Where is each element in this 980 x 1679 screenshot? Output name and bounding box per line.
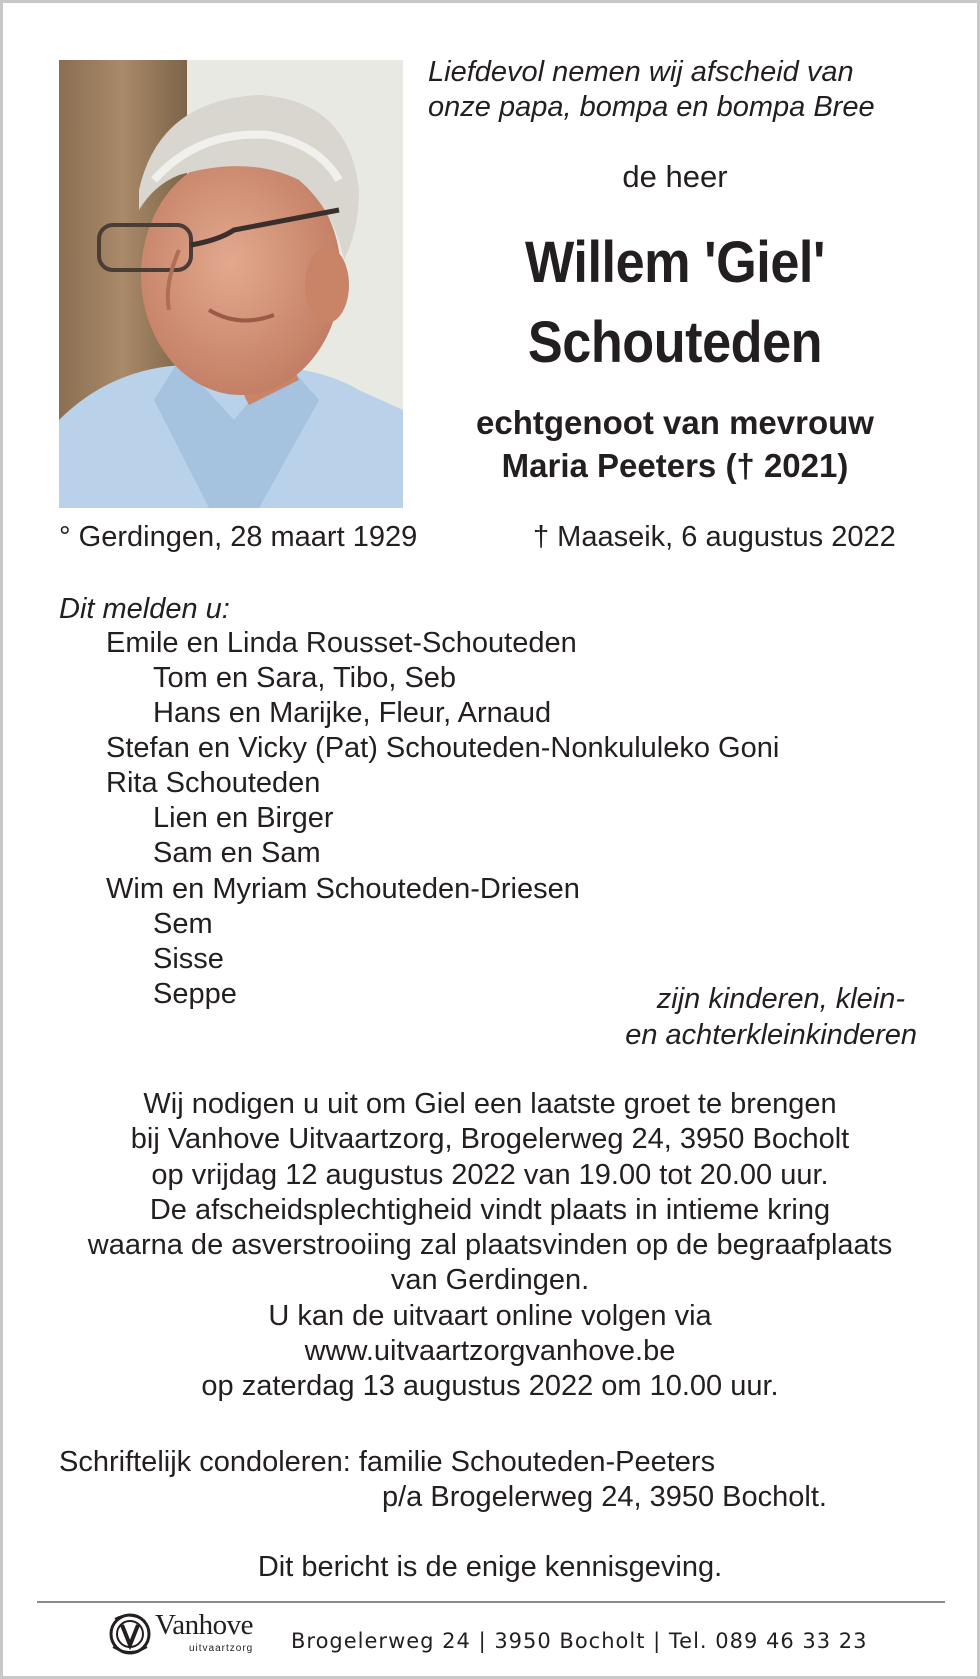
condolence-line: Schriftelijk condoleren: familie Schouteden-Peeters [59,1446,716,1478]
intro-line: Liefdevol nemen wij afscheid van [428,56,854,88]
invitation-line: De afscheidsplechtigheid vindt plaats in intieme kring [149,1193,831,1226]
only-notice: Dit bericht is de enige kennisgeving. [257,1551,723,1583]
title-prefix: de heer [622,159,728,194]
invitation-line: U kan de uitvaart online volgen via [268,1299,712,1332]
spouse-info [423,401,927,487]
invitation-line: op zaterdag 13 augustus 2022 om 10.00 uur. [201,1370,779,1403]
footer-divider [37,1601,945,1603]
family-member: Wim en Myriam Schouteden-Driesen [106,873,580,905]
invitation-line: Wij nodigen u uit om Giel een laatste groet te brengen [143,1088,837,1120]
portrait-photo [59,60,403,508]
invitation-line: waarna de asverstrooiing zal plaatsvinden op de begraafplaats [87,1229,893,1262]
family-member: Rita Schouteden [106,767,321,799]
name-last-line: Schouteden [527,310,823,375]
logo-name: Vanhove [155,1609,253,1641]
funeral-home-logo [107,1609,277,1661]
intro-text [428,55,948,125]
announce-label: Dit melden u: [59,593,230,625]
family-member: Sem [153,908,213,940]
intro-line: onze papa, bompa en bompa Bree [428,91,875,123]
invitation-line: op vrijdag 12 augustus 2022 van 19.00 tot 20.00 uur. [151,1158,829,1191]
relation-line: en achterkleinkinderen [625,1019,917,1051]
vanhove-emblem-icon [107,1609,153,1659]
family-member: Sam en Sam [153,837,321,869]
relation-line: zijn kinderen, klein- [656,983,905,1015]
deceased-name [448,223,902,383]
birth-info: ° Gerdingen, 28 maart 1929 [59,521,418,553]
logo-subtitle: uitvaartzorg [189,1643,254,1654]
family-member: Tom en Sara, Tibo, Seb [153,662,457,694]
invitation-text [33,1087,947,1405]
spouse-line: echtgenoot van mevrouw [476,404,874,441]
website-link[interactable]: www.uitvaartzorgvanhove.be [304,1335,676,1368]
family-member: Lien en Birger [153,802,334,834]
relation-note [625,981,917,1053]
spouse-line: Maria Peeters († 2021) [501,447,849,484]
name-first-line: Willem 'Giel' [525,230,825,295]
invitation-line: bij Vanhove Uitvaartzorg, Brogelerweg 24, 3950 Bocholt [130,1123,850,1156]
footer-address: Brogelerweg 24 | 3950 Bocholt | Tel. 089 46 33 23 [291,1629,868,1653]
family-member: Hans en Marijke, Fleur, Arnaud [153,697,552,729]
family-member: Stefan en Vicky (Pat) Schouteden-Nonkululeko Goni [106,732,780,764]
family-member: Emile en Linda Rousset-Schouteden [106,627,577,659]
family-member: Seppe [153,978,237,1010]
death-info: † Maaseik, 6 augustus 2022 [533,521,896,553]
family-member: Sisse [153,943,224,975]
condolence-address: p/a Brogelerweg 24, 3950 Bocholt. [382,1481,827,1513]
invitation-line: van Gerdingen. [390,1264,590,1297]
